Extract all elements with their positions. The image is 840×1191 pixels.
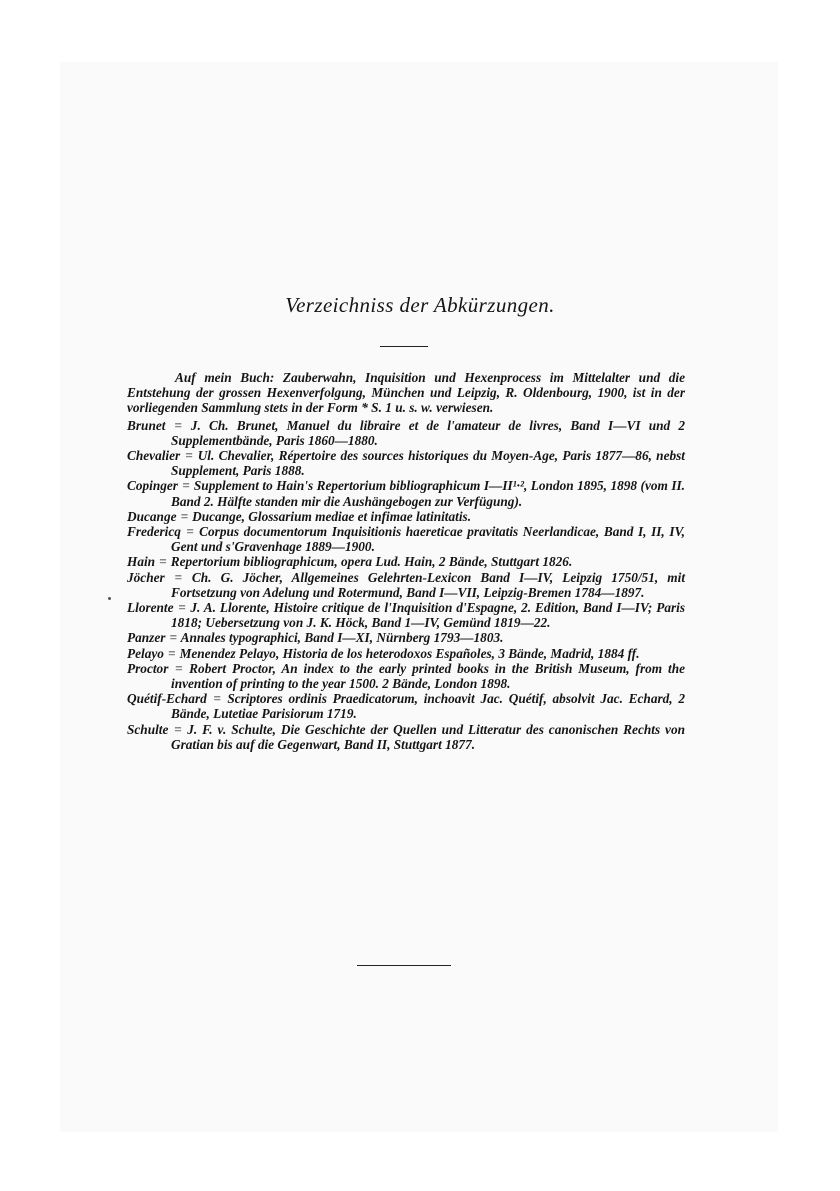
abbreviation: Llorente xyxy=(127,600,174,616)
abbreviation: Schulte xyxy=(127,721,169,737)
abbreviation: Hain xyxy=(127,554,156,570)
abbreviation: Quétif-Echard xyxy=(127,691,207,707)
list-item xyxy=(127,448,685,478)
abbreviation: Pelayo xyxy=(127,645,164,661)
equals-sign: = xyxy=(167,645,177,661)
equals-sign: = xyxy=(181,478,191,494)
equals-sign: = xyxy=(173,721,183,737)
equals-sign: = xyxy=(184,448,194,464)
definition: J. A. Llorente, Histoire critique de l'Inquisition d'Espagne, 2. Edition, Band I—IV; Paris 1818; Uebersetzung von J. K. Höck, Band 1—IV, Gemünd 1819—22. xyxy=(171,600,686,631)
list-item xyxy=(127,570,685,600)
equals-sign: = xyxy=(185,524,195,540)
intro-paragraph: Auf mein Buch: Zauberwahn, Inquisition und Hexenprocess im Mittelalter und die Entstehung der grossen Hexenverfolgung, München und Leipzig, R. Oldenbourg, 1900, ist in der vorliegenden Sammlung stets in der Form * S. 1 u. s. w. verwiesen. xyxy=(127,370,685,416)
definition: Robert Proctor, An index to the early printed books in the British Museum, from the invention of printing to the year 1500. 2 Bände, London 1898. xyxy=(171,660,685,692)
equals-sign: = xyxy=(168,630,178,646)
equals-sign: = xyxy=(174,660,184,676)
list-item xyxy=(127,418,685,448)
definition: Repertorium bibliographicum, opera Lud. Hain, 2 Bände, Stuttgart 1826. xyxy=(170,554,573,570)
list-item xyxy=(127,646,685,661)
margin-speck xyxy=(108,597,111,600)
list-item xyxy=(127,630,685,645)
page-title: Verzeichniss der Abkürzungen. xyxy=(285,293,555,317)
equals-sign: = xyxy=(212,691,222,707)
definition: Annales typographici, Band I—XI, Nürnberg 1793—1803. xyxy=(180,630,504,646)
abbreviation: Fredericq xyxy=(127,524,181,540)
abbreviation: Proctor xyxy=(127,660,169,676)
abbreviation: Brunet xyxy=(127,417,166,433)
list-item xyxy=(127,478,685,508)
list-item xyxy=(127,509,685,524)
end-divider xyxy=(357,965,451,966)
definition: Supplement to Hain's Repertorium bibliographicum I—II¹·², London 1895, 1898 (vom II. Band 2. Hälfte standen mir die Aushängebogen zur Verfügung). xyxy=(171,478,685,509)
abbreviation: Copinger xyxy=(127,478,178,494)
abbreviation: Ducange xyxy=(127,508,177,524)
definition: Ul. Chevalier, Répertoire des sources historiques du Moyen-Age, Paris 1877—86, nebst Supplement, Paris 1888. xyxy=(171,448,685,479)
list-item xyxy=(127,554,685,569)
equals-sign: = xyxy=(173,569,183,585)
abbreviation: Chevalier xyxy=(127,448,181,464)
definition: Scriptores ordinis Praedicatorum, inchoavit Jac. Quétif, absolvit Jac. Echard, 2 Bände, Lutetiae Parisiorum 1719. xyxy=(171,691,686,722)
title-divider xyxy=(380,346,428,347)
definition: J. F. v. Schulte, Die Geschichte der Quellen und Litteratur des canonischen Rechts von Gratian bis auf die Gegenwart, Band II, Stuttgart 1877. xyxy=(171,721,685,752)
equals-sign: = xyxy=(158,554,168,570)
list-item xyxy=(127,600,685,630)
definition: Ch. G. Jöcher, Allgemeines Gelehrten-Lexicon Band I—IV, Leipzig 1750/51, mit Fortsetzung von Adelung und Rotermund, Band I—VII, Leipzig-Bremen 1784—1897. xyxy=(171,569,686,600)
abbreviations-list xyxy=(127,370,685,752)
abbreviation: Panzer xyxy=(127,630,166,646)
definition: Ducange, Glossarium mediae et infimae latinitatis. xyxy=(192,508,472,524)
equals-sign: = xyxy=(173,417,183,433)
abbreviation: Jöcher xyxy=(127,569,165,585)
list-item xyxy=(127,661,685,691)
definition: Corpus documentorum Inquisitionis haereticae pravitatis Neerlandicae, Band I, II, IV, Gent und s'Gravenhage 1889—1900. xyxy=(171,524,686,555)
list-item xyxy=(127,524,685,554)
definition: Menendez Pelayo, Historia de los heterodoxos Españoles, 3 Bände, Madrid, 1884 ff. xyxy=(179,645,640,661)
definition: J. Ch. Brunet, Manuel du libraire et de l'amateur de livres, Band I—VI und 2 Supplementbände, Paris 1860—1880. xyxy=(171,417,686,448)
equals-sign: = xyxy=(177,600,187,616)
list-item xyxy=(127,722,685,752)
equals-sign: = xyxy=(179,508,189,524)
list-item xyxy=(127,691,685,721)
